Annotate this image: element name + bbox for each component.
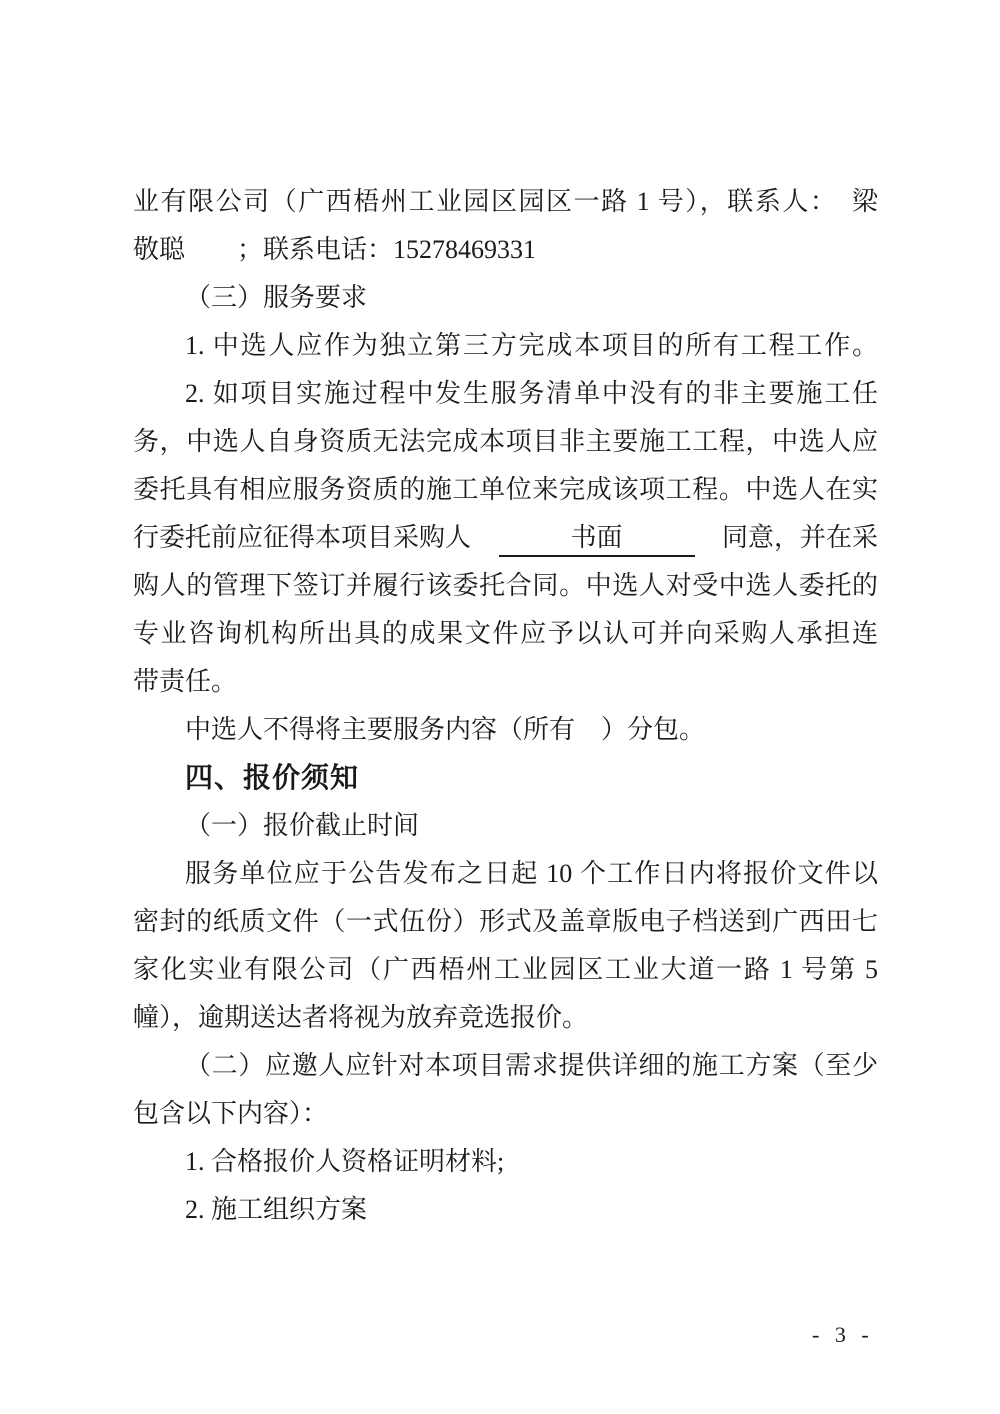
heading-quotation-deadline: （一）报价截止时间 <box>185 811 420 840</box>
page-number: - 3 - <box>812 1322 874 1347</box>
line-no-subcontracting: 中选人不得将主要服务内容（所有 ）分包。 <box>185 715 706 744</box>
line-deadline-para-continuation-1: 密封的纸质文件（一式伍份）形式及盖章版电子档送到广西田七 <box>133 907 878 936</box>
line-item-2-continuation-4: 专业咨询机构所出具的成果文件应予以认可并向采购人承担连 <box>133 619 878 648</box>
line-item-2-continuation-3: 购人的管理下签订并履行该委托合同。中选人对受中选人委托的 <box>133 571 878 600</box>
line-item-2-continuation-1: 务，中选人自身资质无法完成本项目非主要施工工程，中选人应 <box>133 427 878 456</box>
line-item-2-continuation-5: 带责任。 <box>133 667 238 696</box>
underlined-fill-in-blank: 书面 <box>499 514 695 557</box>
line-item-1-independent-third-party: 1. 中选人应作为独立第三方完成本项目的所有工程工作。 <box>185 331 878 360</box>
document-body <box>133 178 878 1234</box>
blank-after-text: 同意，并在采 <box>721 523 878 552</box>
blank-before-text: 行委托前应征得本项目采购人 <box>133 523 472 552</box>
line-contact-phone: 敬聪 ；联系电话：15278469331 <box>133 235 537 264</box>
line-construction-plan-requirement: （二）应邀人应针对本项目需求提供详细的施工方案（至少 <box>185 1051 878 1080</box>
line-item-2-nonprimary-task-start: 2. 如项目实施过程中发生服务清单中没有的非主要施工任 <box>185 379 878 408</box>
heading-section-4-quotation-notice: 四、报价须知 <box>185 762 360 793</box>
line-item-1-qualification-materials: 1. 合格报价人资格证明材料; <box>185 1147 505 1176</box>
line-deadline-para-start: 服务单位应于公告发布之日起 10 个工作日内将报价文件以 <box>185 859 878 888</box>
line-deadline-para-continuation-2: 家化实业有限公司（广西梧州工业园区工业大道一路 1 号第 5 <box>133 955 878 984</box>
line-item-2-continuation-2: 委托具有相应服务资质的施工单位来完成该项工程。中选人在实 <box>133 475 878 504</box>
line-construction-plan-continuation: 包含以下内容）： <box>133 1099 329 1128</box>
line-written-consent-with-blank <box>133 514 878 562</box>
line-company-address: 业有限公司（广西梧州工业园区园区一路 1 号），联系人： 梁 <box>133 187 878 216</box>
line-item-2-construction-org-plan: 2. 施工组织方案 <box>185 1195 368 1224</box>
line-deadline-para-continuation-3: 幢），逾期送达者将视为放弃竞选报价。 <box>133 1003 589 1032</box>
heading-section-3-service-requirements: （三）服务要求 <box>185 283 368 312</box>
